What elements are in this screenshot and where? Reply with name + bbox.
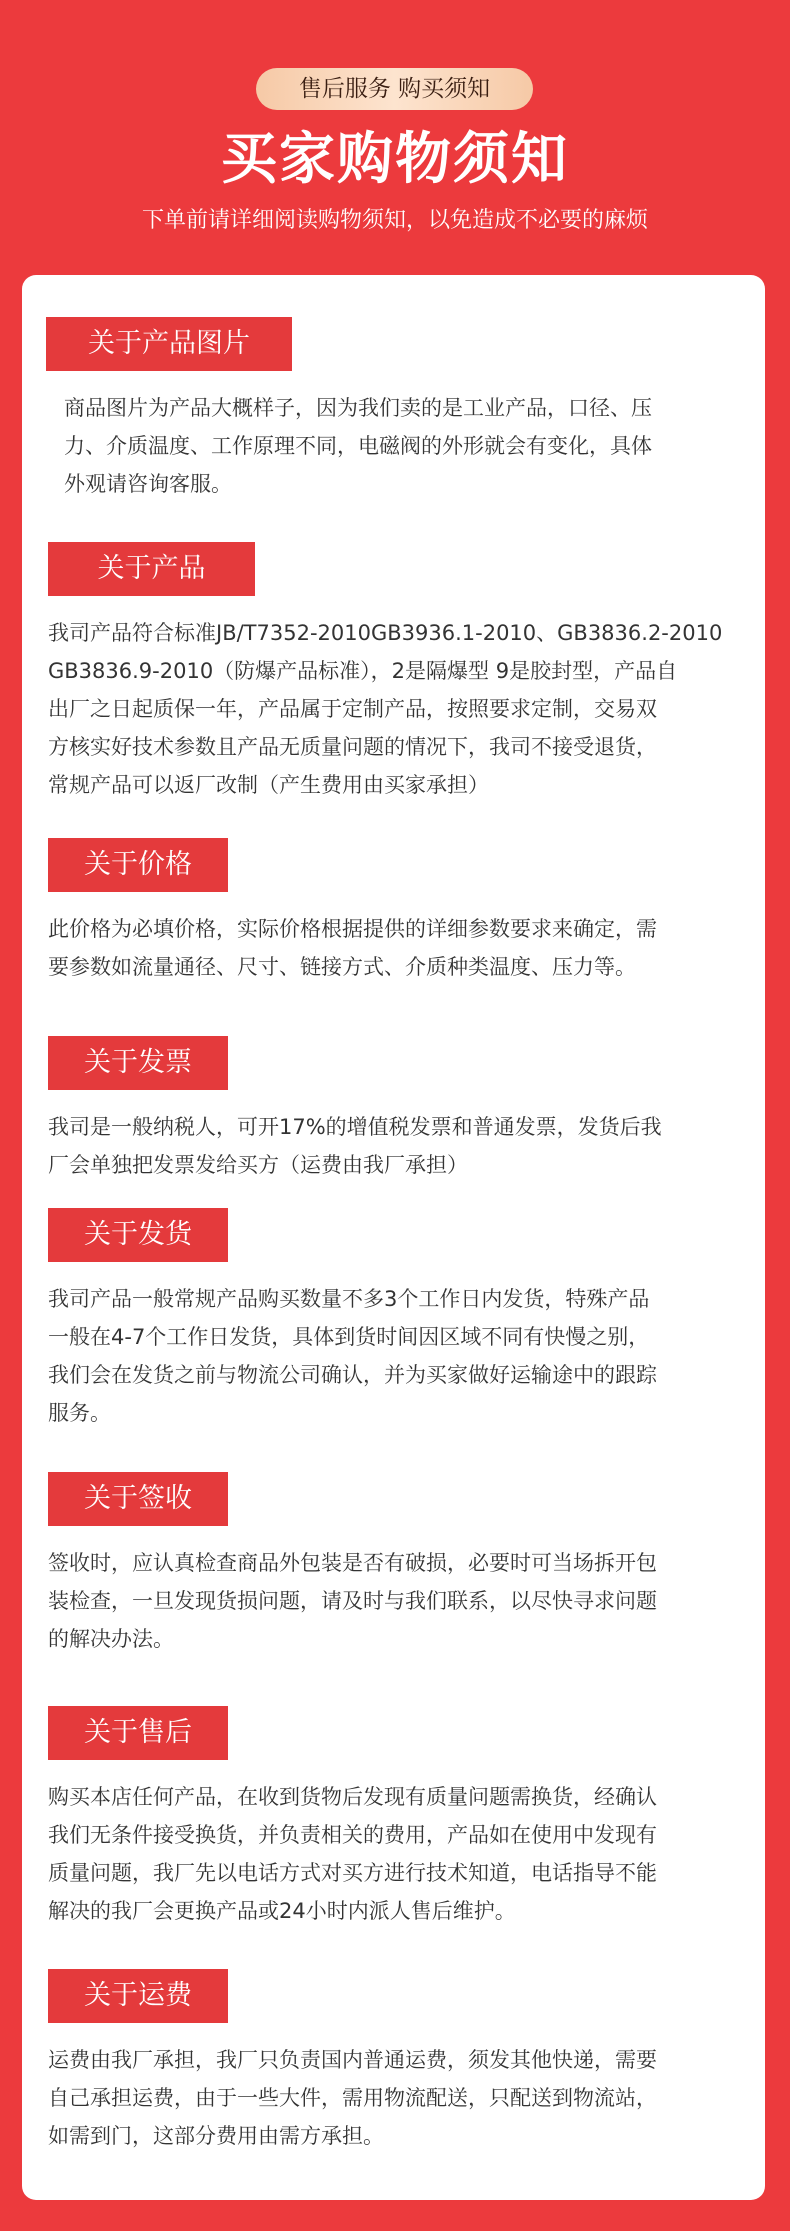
section-text: 我司产品一般常规产品购买数量不多3个工作日内发货，特殊产品 一般在4-7个工作日发货，具体到货时间因区域不同有快慢之别， 我们会在发货之前与物流公司确认，并为买家做好运输途中的跟踪 服务。	[48, 1287, 657, 1425]
section-label: 关于价格	[48, 838, 228, 892]
notice-card	[22, 275, 765, 2200]
section-label: 关于产品图片	[46, 317, 292, 371]
page-title: 买家购物须知	[221, 127, 569, 192]
header-pill: 售后服务 购买须知	[256, 68, 533, 110]
section-text: 购买本店任何产品，在收到货物后发现有质量问题需换货，经确认 我们无条件接受换货，并负责相关的费用，产品如在使用中发现有 质量问题，我厂先以电话方式对买方进行技术知道，电话指导不能 解决的我厂会更换产品或24小时内派人售后维护。	[48, 1785, 657, 1923]
section-text: 我司产品符合标准JB/T7352-2010GB3936.1-2010、GB3836.2-2010 GB3836.9-2010（防爆产品标准），2是隔爆型 9是胶封型，产品自 出厂之日起质保一年，产品属于定制产品，按照要求定制，交易双 方核实好技术参数且产品无质量问题的情况下，我司不接受退货， 常规产品可以返厂改制（产生费用由买家承担）	[48, 621, 723, 797]
section-label: 关于发货	[48, 1208, 228, 1262]
page-subtitle: 下单前请详细阅读购物须知，以免造成不必要的麻烦	[141, 208, 648, 233]
section-label: 关于签收	[48, 1472, 228, 1526]
section-label: 关于发票	[48, 1036, 228, 1090]
section-label: 关于运费	[48, 1969, 228, 2023]
section-text: 签收时，应认真检查商品外包装是否有破损，必要时可当场拆开包 装检查，一旦发现货损问题，请及时与我们联系，以尽快寻求问题 的解决办法。	[48, 1551, 657, 1651]
section-label: 关于产品	[48, 542, 255, 596]
section-text: 运费由我厂承担，我厂只负责国内普通运费，须发其他快递，需要 自己承担运费，由于一些大件，需用物流配送，只配送到物流站， 如需到门，这部分费用由需方承担。	[48, 2048, 657, 2148]
section-text: 我司是一般纳税人，可开17%的增值税发票和普通发票，发货后我 厂会单独把发票发给买方（运费由我厂承担）	[48, 1115, 662, 1177]
section-label: 关于售后	[48, 1706, 228, 1760]
section-text: 此价格为必填价格，实际价格根据提供的详细参数要求来确定，需 要参数如流量通径、尺寸、链接方式、介质种类温度、压力等。	[48, 917, 657, 979]
section-text: 商品图片为产品大概样子，因为我们卖的是工业产品，口径、压 力、介质温度、工作原理不同，电磁阀的外形就会有变化，具体 外观请咨询客服。	[64, 396, 652, 496]
